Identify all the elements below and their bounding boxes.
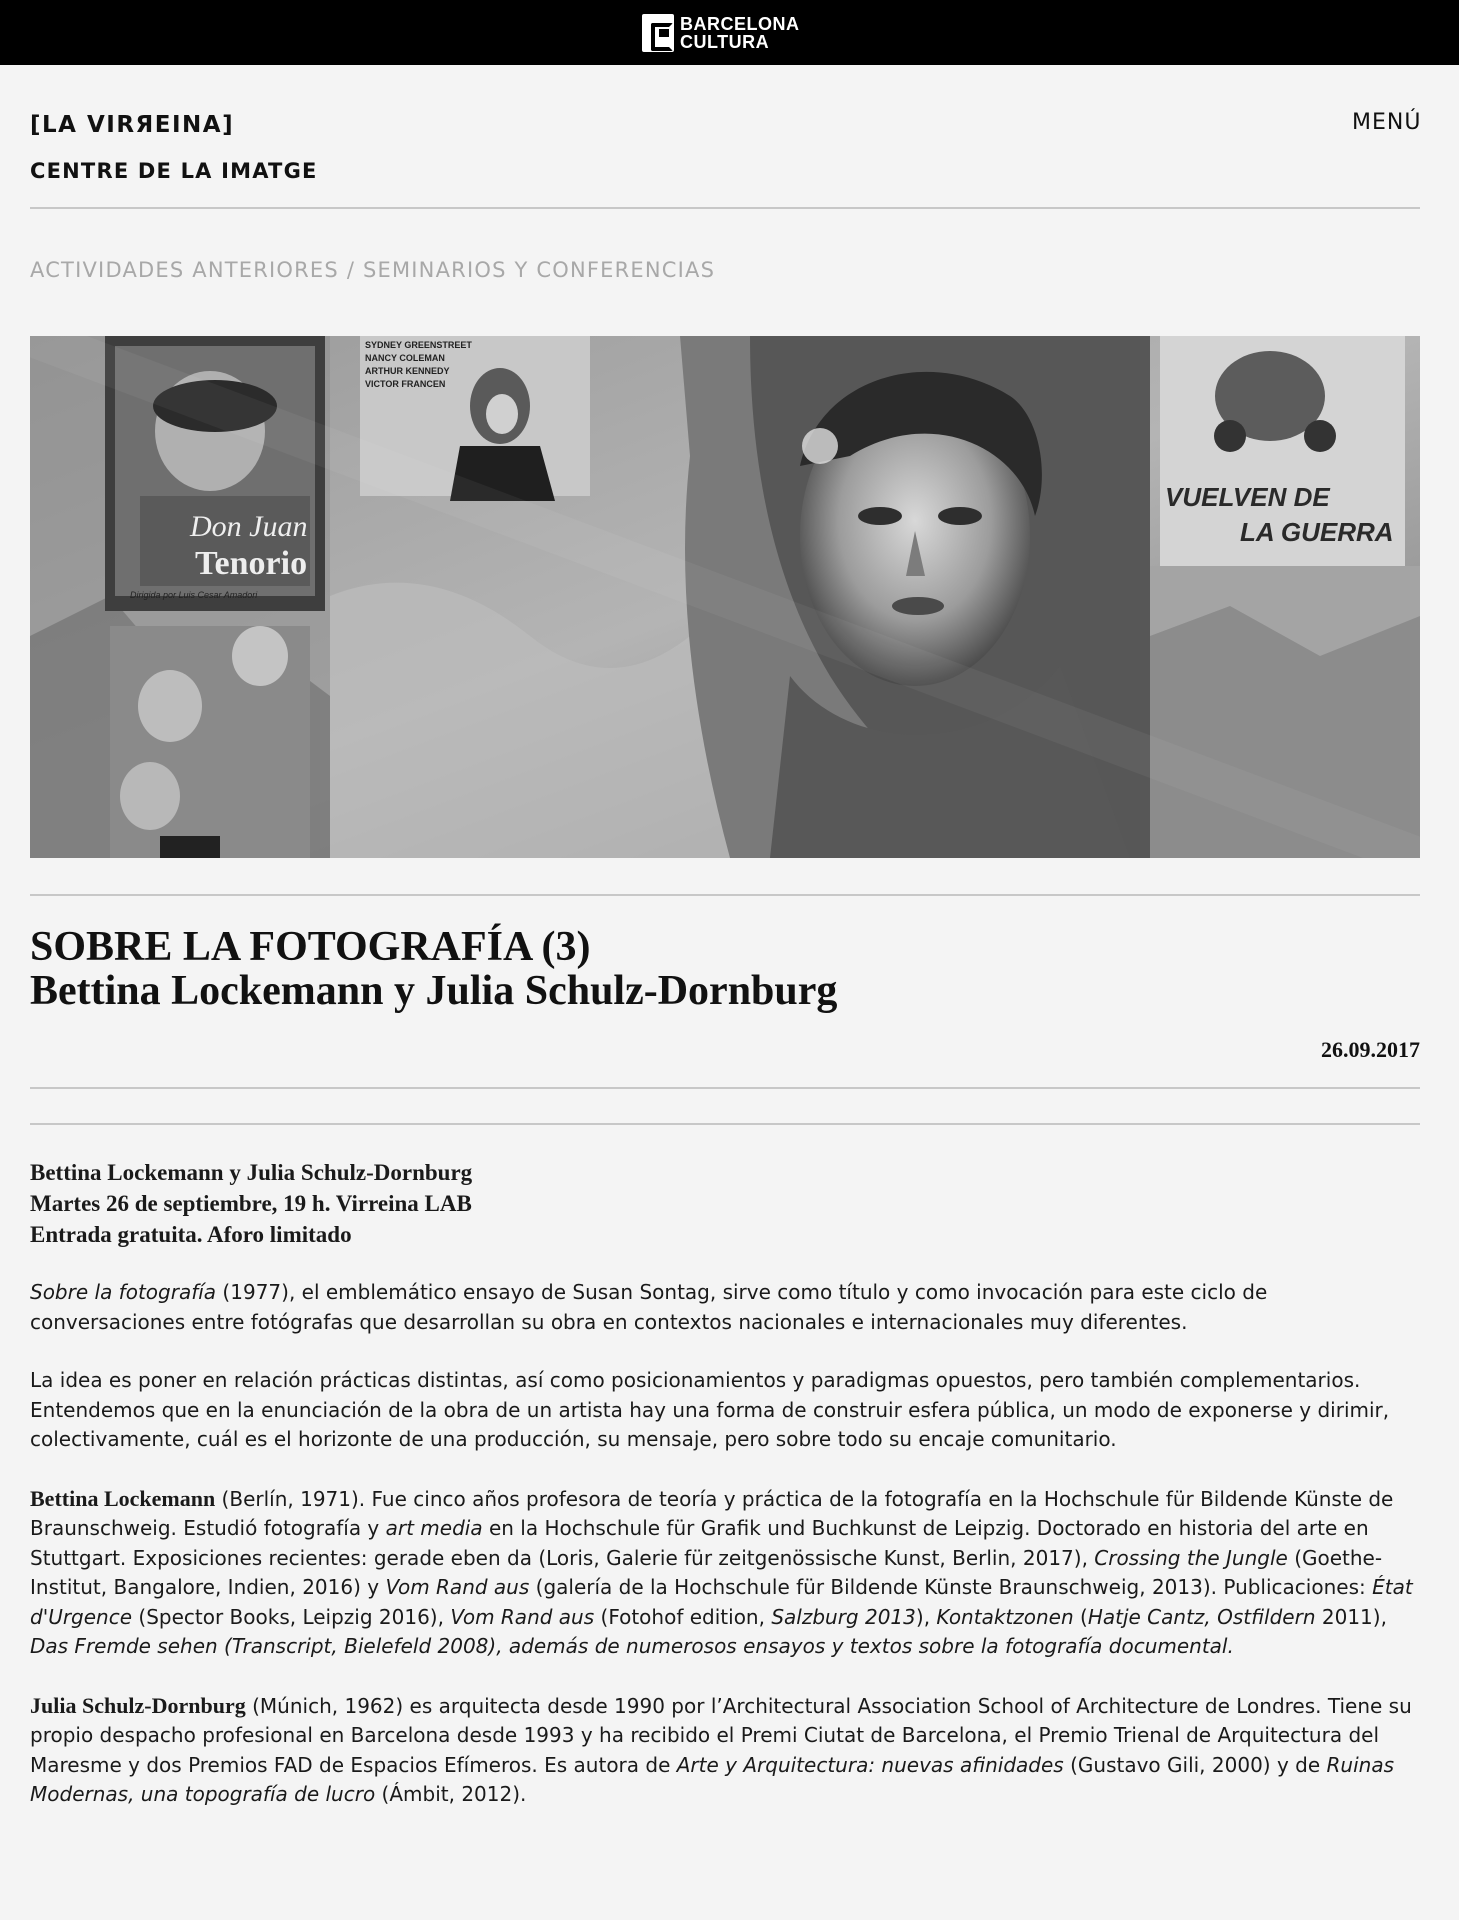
- paragraph-bio-lockemann: Bettina Lockemann (Berlín, 1971). Fue cinco años profesora de teoría y práctica de la fotografía en la Hochschule für Bildende Künste de Braunschweig. Estudió fotografía y art media en la Hochschule für Grafik und Buchkunst de Leipzig. Doctorado en historia del arte en Stuttgart. Exposiciones recientes: gerade eben da (Loris, Galerie für zeitgenössische Kunst, Berlin, 2017), Crossing the Jungle (Goethe-Institut, Bangalore, Indien, 2016) y Vom Rand aus (galería de la Hochschule für Bildende Künste Braunschweig, 2013). Publicaciones: État d'Urgence (Spector Books, Leipzig 2016), Vom Rand aus (Fotohof edition, Salzburg 2013), Kontaktzonen (Hatje Cantz, Ostfildern 2011), Das Fremde sehen (Transcript, Bielefeld 2008), además de numerosos ensayos y textos sobre la fotografía documental.: [30, 1485, 1413, 1658]
- book-title: Sobre la fotografía: [30, 1280, 217, 1304]
- article-body: [30, 1157, 1422, 1839]
- poster-text-1: SYDNEY GREENSTREET: [365, 340, 472, 350]
- header-divider: [30, 207, 1420, 209]
- title-top-divider: [30, 894, 1420, 896]
- barcelona-cultura-b-icon: [642, 14, 674, 52]
- page-title: [30, 925, 837, 1013]
- content-top-divider: [30, 1123, 1420, 1125]
- event-date: 26.09.2017: [1321, 1037, 1420, 1062]
- poster-text-tenorio: Tenorio: [195, 545, 308, 582]
- paragraph-intro: Sobre la fotografía (1977), el emblemático ensayo de Susan Sontag, sirve como título y como invocación para este ciclo de conversaciones entre fotógrafas que desarrollan su obra en contextos nacionales e internacionales muy diferentes.: [30, 1280, 1268, 1334]
- poster-text-4: VICTOR FRANCEN: [365, 379, 446, 389]
- event-speakers: Bettina Lockemann y Julia Schulz-Dornburg: [30, 1160, 473, 1185]
- title-line-2: Bettina Lockemann y Julia Schulz-Dornburg: [30, 968, 838, 1014]
- barcelona-cultura-logo[interactable]: [642, 13, 800, 53]
- breadcrumb-item-seminarios[interactable]: SEMINARIOS Y CONFERENCIAS: [362, 258, 716, 282]
- event-summary: [30, 1157, 1422, 1250]
- paragraph-idea: La idea es poner en relación prácticas distintas, así como posicionamientos y paradigmas opuestos, pero también complementarios. Entendemos que en la enunciación de la obra de un artista hay una forma de construir esfera pública, un modo de exponerse y dirimir, colectivamente, cuál es el horizonte de una producción, su mensaje, pero sobre todo su encaje comunitario.: [30, 1368, 1390, 1451]
- hero-image: [30, 336, 1420, 858]
- menu-button[interactable]: MENÚ: [1352, 110, 1422, 135]
- barcelona-cultura-wordmark: [680, 15, 800, 51]
- brand-line-2: CULTURA: [680, 32, 770, 52]
- breadcrumb-item-actividades[interactable]: ACTIVIDADES ANTERIORES: [30, 258, 339, 282]
- event-datetime: Martes 26 de septiembre, 19 h. Virreina LAB: [30, 1191, 472, 1216]
- title-line-1: SOBRE LA FOTOGRAFÍA (3): [30, 924, 591, 970]
- brand-name: [LA VIRЯEINA]: [30, 112, 235, 138]
- speaker-name-lockemann: Bettina Lockemann: [30, 1485, 216, 1511]
- title-bottom-divider: [30, 1087, 1420, 1089]
- brand-subtitle: CENTRE DE LA IMATGE: [30, 159, 318, 183]
- poster-text-3: ARTHUR KENNEDY: [365, 366, 450, 376]
- poster-text-vuelven: VUELVEN DE: [1165, 482, 1330, 512]
- breadcrumb: [30, 258, 715, 282]
- site-brand[interactable]: [30, 112, 318, 183]
- poster-text-2: NANCY COLEMAN: [365, 353, 445, 363]
- poster-text-guerra: LA GUERRA: [1240, 517, 1394, 547]
- poster-text-don-juan: Don Juan: [190, 510, 308, 543]
- top-bar: [0, 0, 1459, 65]
- event-admission: Entrada gratuita. Aforo limitado: [30, 1222, 352, 1247]
- breadcrumb-separator: /: [338, 258, 363, 282]
- speaker-name-schulz-dornburg: Julia Schulz-Dornburg: [30, 1692, 246, 1718]
- brand-line-1: BARCELONA: [680, 14, 800, 34]
- poster-text-director: Dirigida por Luis Cesar Amadori: [130, 590, 258, 600]
- paragraph-bio-schulz-dornburg: Julia Schulz-Dornburg (Múnich, 1962) es arquitecta desde 1990 por l’Architectural Association School of Architecture de Londres. Tiene su propio despacho profesional en Barcelona desde 1993 y ha recibido el Premi Ciutat de Barcelona, el Premio Trienal de Arquitectura del Maresme y dos Premios FAD de Espacios Efímeros. Es autora de Arte y Arquitectura: nuevas afinidades (Gustavo Gili, 2000) y de Ruinas Modernas, una topografía de lucro (Ámbit, 2012).: [30, 1692, 1412, 1806]
